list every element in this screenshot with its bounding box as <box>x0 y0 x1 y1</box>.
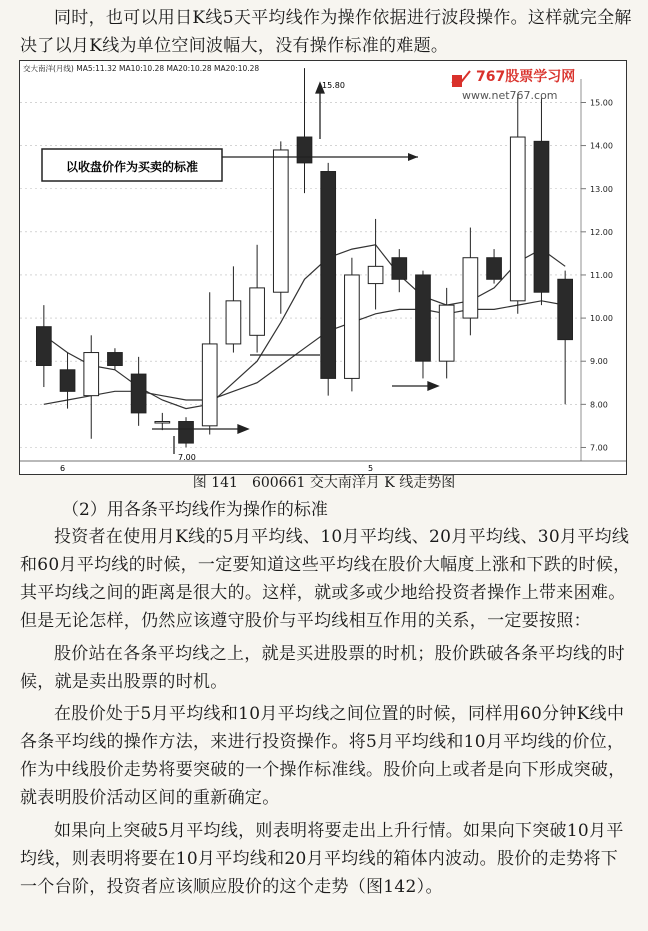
candle <box>226 266 241 352</box>
paragraph-2: 股价站在各条平均线之上，就是买进股票的时机；股价跌破各条平均线的时候，就是卖出股票的时机。 <box>20 644 625 692</box>
candles <box>37 68 576 447</box>
candle-body-up <box>84 353 99 396</box>
watermark-logo-icon <box>452 71 470 87</box>
watermark <box>452 68 575 102</box>
paragraph-3: 在股价处于5月平均线和10月平均线之间位置的时候，同样用60分钟K线中各条平均线的操作方法，来进行投资操作。将5月平均线和10月平均线的价位，作为中线股价走势将要突破的一个操作标准线。股价向上或者是向下形成突破，就表明股价活动区间的重新确定。 <box>20 704 626 808</box>
chart-legend: 交大南洋(月线) MA5:11.32 MA10:10.28 MA20:10.28 MA20:10.28 <box>23 64 260 73</box>
candle-body-down <box>179 422 194 444</box>
high-price-label: 15.80 <box>322 81 345 90</box>
candle-body-down <box>416 275 431 361</box>
x-label-right: 5 <box>368 464 374 473</box>
watermark-url: www.net767.com <box>462 89 558 102</box>
annotation-group <box>42 149 418 181</box>
candle-body-down <box>297 137 312 163</box>
candlestick-chart <box>19 60 627 475</box>
candle <box>345 258 360 392</box>
candle-body-up <box>368 266 383 283</box>
y-tick-label: 9.00 <box>590 357 608 367</box>
candle-body-up <box>226 301 241 344</box>
chart-svg <box>20 61 626 474</box>
candle <box>131 357 146 426</box>
candle-body-up <box>273 150 288 292</box>
candle-body-up <box>202 344 217 426</box>
candle <box>558 271 573 405</box>
x-label-left: 6 <box>60 464 66 473</box>
candle-body-up <box>250 288 265 335</box>
candle <box>273 141 288 313</box>
candle <box>84 335 99 438</box>
watermark-brand: 767股票学习网 <box>476 69 576 85</box>
y-tick-label: 15.00 <box>590 98 613 108</box>
candle <box>416 271 431 379</box>
figure-caption: 图 141 600661 交大南洋月 K 线走势图 <box>192 475 456 491</box>
candle <box>202 292 217 434</box>
candle-body-down <box>392 258 407 280</box>
candle-body-down <box>534 141 549 292</box>
candle-body-down <box>60 370 75 392</box>
candle <box>510 94 525 314</box>
y-tick-label: 12.00 <box>590 227 613 237</box>
candle-body-up <box>463 258 478 318</box>
candle-body-down <box>558 279 573 339</box>
candle <box>487 249 502 283</box>
y-tick-label: 14.00 <box>590 141 613 151</box>
candle <box>37 305 52 387</box>
annotation-text: 以收盘价作为买卖的标准 <box>65 160 199 174</box>
paragraph-4: 如果向上突破5月平均线，则表明将要走出上升行情。如果向下突破10月平均线，则表明将要在10月平均线和20月平均线的箱体内波动。股价的走势将下一个台阶，投资者应该顺应股价的这个走势（图142）。 <box>20 821 624 897</box>
candle <box>179 417 194 447</box>
candle <box>250 245 265 353</box>
section-subheading: （2）用各条平均线作为操作的标准 <box>62 500 328 520</box>
candle-body-up <box>155 422 170 424</box>
y-tick-label: 10.00 <box>590 314 613 324</box>
candle <box>321 163 336 396</box>
candle <box>439 288 454 379</box>
candle <box>368 219 383 310</box>
candle <box>155 413 170 430</box>
candle-body-down <box>131 374 146 413</box>
candle-body-up <box>439 305 454 361</box>
low-price-label: 7.00 <box>178 453 196 462</box>
y-tick-label: 8.00 <box>590 400 608 410</box>
candle-body-down <box>108 353 123 366</box>
y-tick-label: 11.00 <box>590 270 613 280</box>
candle <box>392 249 407 292</box>
candle-body-up <box>345 275 360 378</box>
intro-paragraph: 同时，也可以用日K线5天平均线作为操作依据进行波段操作。这样就完全解决了以月K线为单位空间波幅大，没有操作标准的难题。 <box>20 8 632 56</box>
candle-body-down <box>321 172 336 379</box>
candle-body-up <box>510 137 525 301</box>
candle <box>297 68 312 193</box>
y-tick-label: 13.00 <box>590 184 613 194</box>
paragraph-1: 投资者在使用月K线的5月平均线、10月平均线、20月平均线、30月平均线和60月平均线的时候，一定要知道这些平均线在股价大幅度上涨和下跌的时候，其平均线之间的距离是很大的。这样，就或多或少地给投资者操作上带来困难。但是无论怎样，仍然应该遵守股价与平均线相互作用的关系，一定要按照： <box>20 527 631 631</box>
candle <box>463 228 478 336</box>
candle-body-down <box>487 258 502 280</box>
candle <box>108 348 123 370</box>
candle-body-down <box>37 327 52 366</box>
candle <box>60 353 75 409</box>
candle <box>534 98 549 305</box>
y-tick-label: 7.00 <box>590 443 608 453</box>
y-axis-ticks <box>581 99 613 453</box>
